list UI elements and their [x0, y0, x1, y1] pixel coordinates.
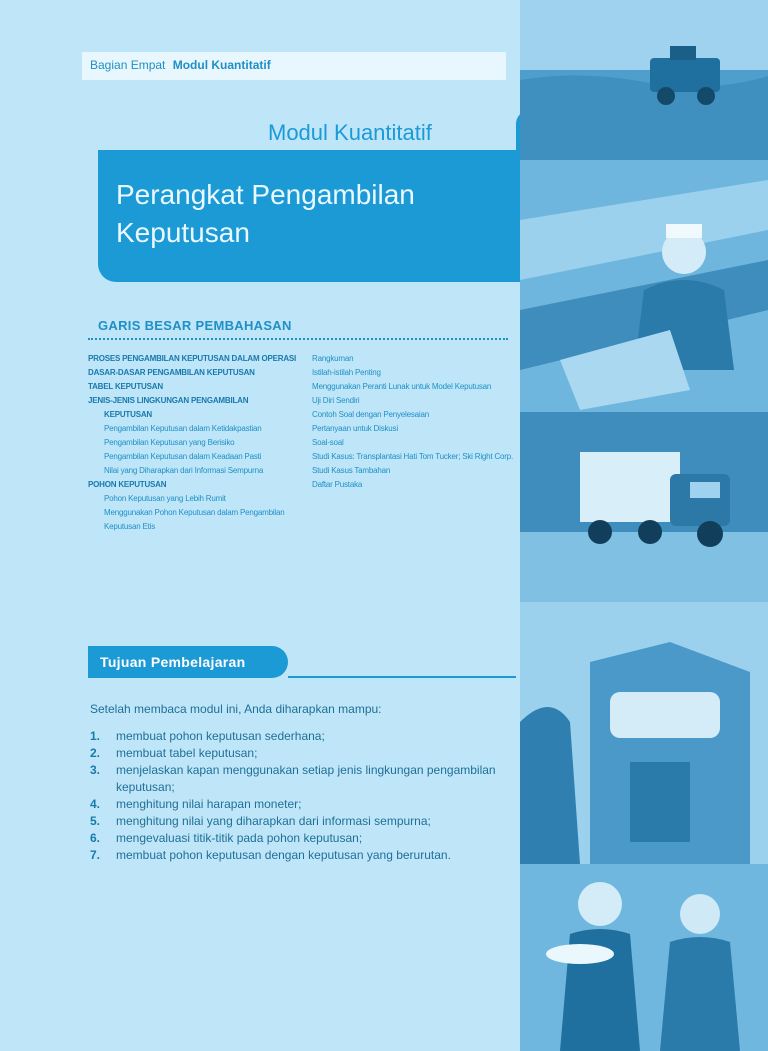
outline-divider	[88, 338, 508, 340]
outline-heading: GARIS BESAR PEMBAHASAN	[98, 318, 292, 333]
outline-item: POHON KEPUTUSAN	[88, 480, 167, 489]
objectives-intro: Setelah membaca modul ini, Anda diharapkan mampu:	[90, 702, 382, 716]
outline-item: KEPUTUSAN	[104, 410, 152, 419]
restaurant-building-photo	[520, 602, 768, 864]
outline-item: JENIS-JENIS LINGKUNGAN PENGAMBILAN	[88, 396, 249, 405]
harvester-field-photo	[520, 0, 768, 160]
running-header	[90, 58, 271, 72]
outline-item: Soal-soal	[312, 438, 344, 447]
objective-item	[90, 830, 510, 847]
objective-item	[90, 745, 510, 762]
outline-item: Pertanyaan untuk Diskusi	[312, 424, 398, 433]
outline-subitem: Nilai yang Diharapkan dari Informasi Sempurna	[104, 466, 264, 475]
outline-subitem: Pohon Keputusan yang Lebih Rumit	[104, 494, 226, 503]
chapter-title-line-1: Perangkat Pengambilan	[116, 179, 415, 210]
objective-item	[90, 728, 510, 745]
objective-number: 5.	[90, 814, 101, 828]
objective-number: 1.	[90, 729, 101, 743]
outline-item: DASAR-DASAR PENGAMBILAN KEPUTUSAN	[88, 368, 255, 377]
objective-item	[90, 847, 510, 864]
objective-text: menghitung nilai harapan moneter;	[116, 797, 302, 811]
outline-item: Studi Kasus: Transplantasi Hati Tom Tucker; Ski Right Corp.	[312, 452, 514, 461]
objectives-heading-tab	[88, 646, 288, 678]
outline-item: PROSES PENGAMBILAN KEPUTUSAN DALAM OPERASI	[88, 354, 297, 363]
outline-item: Contoh Soal dengan Penyelesaian	[312, 410, 430, 419]
objective-text: membuat pohon keputusan sederhana;	[116, 729, 325, 743]
outline-subitem: Menggunakan Pohon Keputusan dalam Pengambilan	[104, 508, 285, 517]
objective-item	[90, 813, 510, 830]
outline-item: Menggunakan Peranti Lunak untuk Model Keputusan	[312, 382, 492, 391]
objective-text: membuat pohon keputusan dengan keputusan yang berurutan.	[116, 848, 451, 862]
outline-subitem: Keputusan Etis	[104, 522, 156, 531]
objectives-divider	[288, 676, 516, 678]
outline-subitem: Pengambilan Keputusan dalam Ketidakpastian	[104, 424, 262, 433]
objective-number: 2.	[90, 746, 101, 760]
outline-item: Daftar Pustaka	[312, 480, 363, 489]
photo-column	[520, 0, 768, 1051]
outline-item: Uji Diri Sendiri	[312, 396, 360, 405]
objective-text: menjelaskan kapan menggunakan setiap jenis lingkungan pengambilan keputusan;	[116, 763, 496, 794]
objective-number: 4.	[90, 797, 101, 811]
outline-left-column	[88, 352, 306, 534]
objective-text: menghitung nilai yang diharapkan dari informasi sempurna;	[116, 814, 431, 828]
objective-text: membuat tabel keputusan;	[116, 746, 258, 760]
objective-number: 3.	[90, 763, 101, 777]
outline-item: TABEL KEPUTUSAN	[88, 382, 163, 391]
header-module: Modul Kuantitatif	[172, 58, 271, 72]
outline-subitem: Pengambilan Keputusan dalam Keadaan Pasti	[104, 452, 262, 461]
outline-right-column	[312, 352, 512, 492]
chapter-title-box	[98, 150, 550, 282]
objective-item	[90, 796, 510, 813]
outline-item: Istilah-istilah Penting	[312, 368, 381, 377]
objectives-heading: Tujuan Pembelajaran	[100, 654, 246, 670]
objective-text: mengevaluasi titik-titik pada pohon keputusan;	[116, 831, 363, 845]
outline-item: Studi Kasus Tambahan	[312, 466, 391, 475]
chapter-title-line-2: Keputusan	[116, 217, 250, 248]
header-section: Bagian Empat	[90, 58, 166, 72]
outline-subitem: Pengambilan Keputusan yang Berisiko	[104, 438, 235, 447]
objectives-list	[90, 728, 510, 864]
objective-number: 7.	[90, 848, 101, 862]
objective-number: 6.	[90, 831, 101, 845]
truck-photo	[520, 412, 768, 602]
chapter-title	[116, 176, 536, 252]
waiters-photo	[520, 864, 768, 1051]
factory-worker-photo	[520, 160, 768, 412]
objective-item	[90, 762, 510, 796]
module-title: Modul Kuantitatif	[268, 120, 432, 145]
outline-item: Rangkuman	[312, 354, 354, 363]
